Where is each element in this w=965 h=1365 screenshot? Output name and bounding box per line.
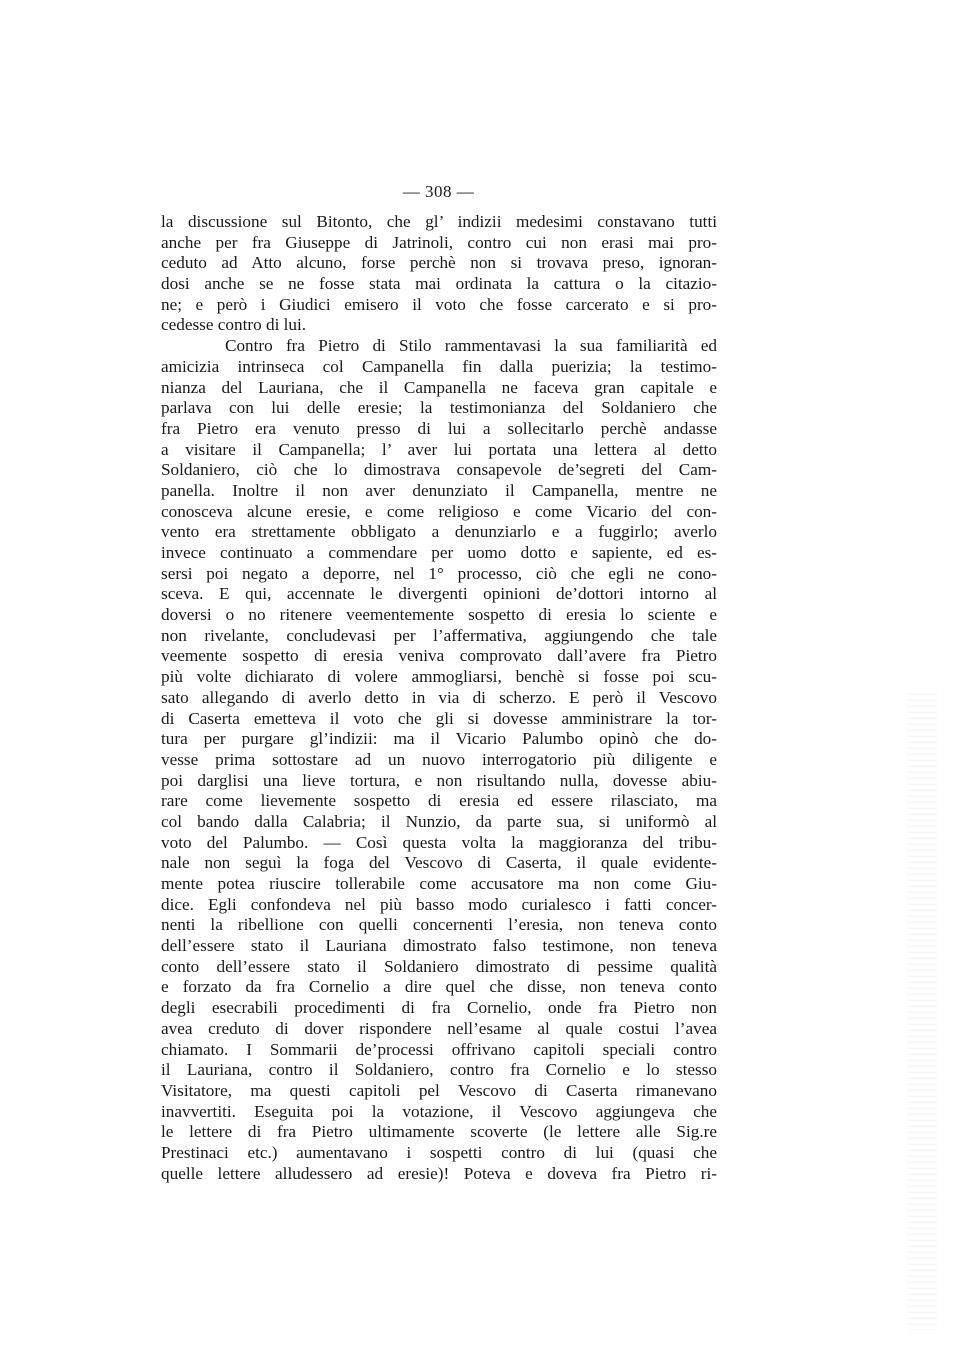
text-line: sersi poi negato a deporre, nel 1° processo, ciò che egli ne cono- [161,563,717,583]
text-line: e forzato da fra Cornelio a dire quel che disse, non teneva conto [161,977,717,997]
text-line: nenti la ribellione con quelli concernenti l’eresia, non teneva conto [161,915,717,935]
text-line: veemente sospetto di eresia veniva comprovato dall’avere fra Pietro [161,646,717,666]
page-number: — 308 — [402,182,475,201]
text-line: Prestinaci etc.) aumentavano i sospetti contro di lui (quasi che [161,1142,717,1162]
text-line: poi darglisi una lieve tortura, e non risultando nulla, dovesse abiu- [161,770,717,790]
text-line: vento era strettamente obbligato a denunziarlo e a fuggirlo; averlo [161,522,717,542]
text-line: conosceva alcune eresie, e come religioso e come Vicario del con- [161,501,717,521]
text-line: di Caserta emetteva il voto che gli si dovesse amministrare la tor- [161,708,717,728]
text-line: cedesse contro di lui. [161,315,307,335]
text-line: il Lauriana, contro il Soldaniero, contro fra Cornelio e lo stesso [161,1060,717,1080]
text-line: quelle lettere alludessero ad eresie)! Poteva e doveva fra Pietro ri- [161,1163,717,1183]
text-line: Soldaniero, ciò che lo dimostrava consapevole de’segreti del Cam- [161,460,717,480]
text-line: ne; e però i Giudici emisero il voto che fosse carcerato e si pro- [161,294,717,314]
scan-margin-speckle [907,690,937,1330]
text-line: voto del Palumbo. — Così questa volta la maggioranza del tribu- [161,832,717,852]
text-line: parlava con lui delle eresie; la testimonianza del Soldaniero che [161,398,717,418]
text-line: nianza del Lauriana, che il Campanella ne faceva gran capitale e [161,377,717,397]
paragraph [161,336,717,1184]
text-line: dosi anche se ne fosse stata mai ordinata la cattura o la citazio- [161,274,717,294]
text-line: inavvertiti. Eseguita poi la votazione, il Vescovo aggiungeva che [161,1101,717,1121]
text-line: panella. Inoltre il non aver denunziato il Campanella, mentre ne [161,480,717,500]
text-line: Contro fra Pietro di Stilo rammentavasi la sua familiarità ed [225,336,717,356]
text-line: nale non seguì la foga del Vescovo di Caserta, il quale evidente- [161,853,717,873]
text-line: rare come lievemente sospetto di eresia ed essere rilasciato, ma [161,791,717,811]
text-line: tura per purgare gl’indizii: ma il Vicario Palumbo opinò che do- [161,729,717,749]
text-line: degli esecrabili procedimenti di fra Cornelio, onde fra Pietro non [161,998,717,1018]
text-line: anche per fra Giuseppe di Jatrinoli, contro cui non erasi mai pro- [161,232,717,252]
text-line: chiamato. I Sommarii de’processi offrivano capitoli speciali contro [161,1039,717,1059]
text-line: fra Pietro era venuto presso di lui a sollecitarlo perchè andasse [161,418,717,438]
body-text [161,212,717,1184]
text-line: a visitare il Campanella; l’ aver lui portata una lettera al detto [161,439,717,459]
text-line: dell’essere stato il Lauriana dimostrato falso testimone, non teneva [161,936,717,956]
text-line: invece continuato a commendare per uomo dotto e sapiente, ed es- [161,543,717,562]
text-line: amicizia intrinseca col Campanella fin dalla puerizia; la testimo- [161,356,717,376]
text-line: sceva. E qui, accennate le divergenti opinioni de’dottori intorno al [161,584,717,604]
text-line: col bando dalla Calabria; il Nunzio, da parte sua, si uniformò al [161,811,717,831]
text-line: conto dell’essere stato il Soldaniero dimostrato di pessime qualità [161,956,717,976]
text-line: più volte dichiarato di volere ammogliarsi, benchè si fosse poi scu- [161,667,717,687]
text-line: vesse prima sottostare ad un nuovo interrogatorio più diligente e [161,749,717,769]
text-line: sato allegando di averlo detto in via di scherzo. E però il Vescovo [161,687,717,707]
text-line: non rivelante, concludevasi per l’affermativa, aggiungendo che tale [161,625,717,645]
text-line: doversi o no ritenere veementemente sospetto di eresia lo sciente e [161,605,717,625]
text-line: dice. Egli confondeva nel più basso modo curialesco i fatti concer- [161,894,717,914]
text-line: le lettere di fra Pietro ultimamente scoverte (le lettere alle Sig.re [161,1122,717,1142]
text-line: ceduto ad Atto alcuno, forse perchè non si trovava preso, ignoran- [161,253,717,273]
text-line: avea creduto di dover rispondere nell’esame al quale costui l’avea [161,1018,717,1038]
text-line: la discussione sul Bitonto, che gl’ indizii medesimi constavano tutti [161,212,717,231]
paragraph [161,212,717,336]
text-line: mente potea riuscire tollerabile come accusatore ma non come Giu- [161,874,717,893]
text-line: Visitatore, ma questi capitoli pel Vescovo di Caserta rimanevano [161,1080,717,1100]
